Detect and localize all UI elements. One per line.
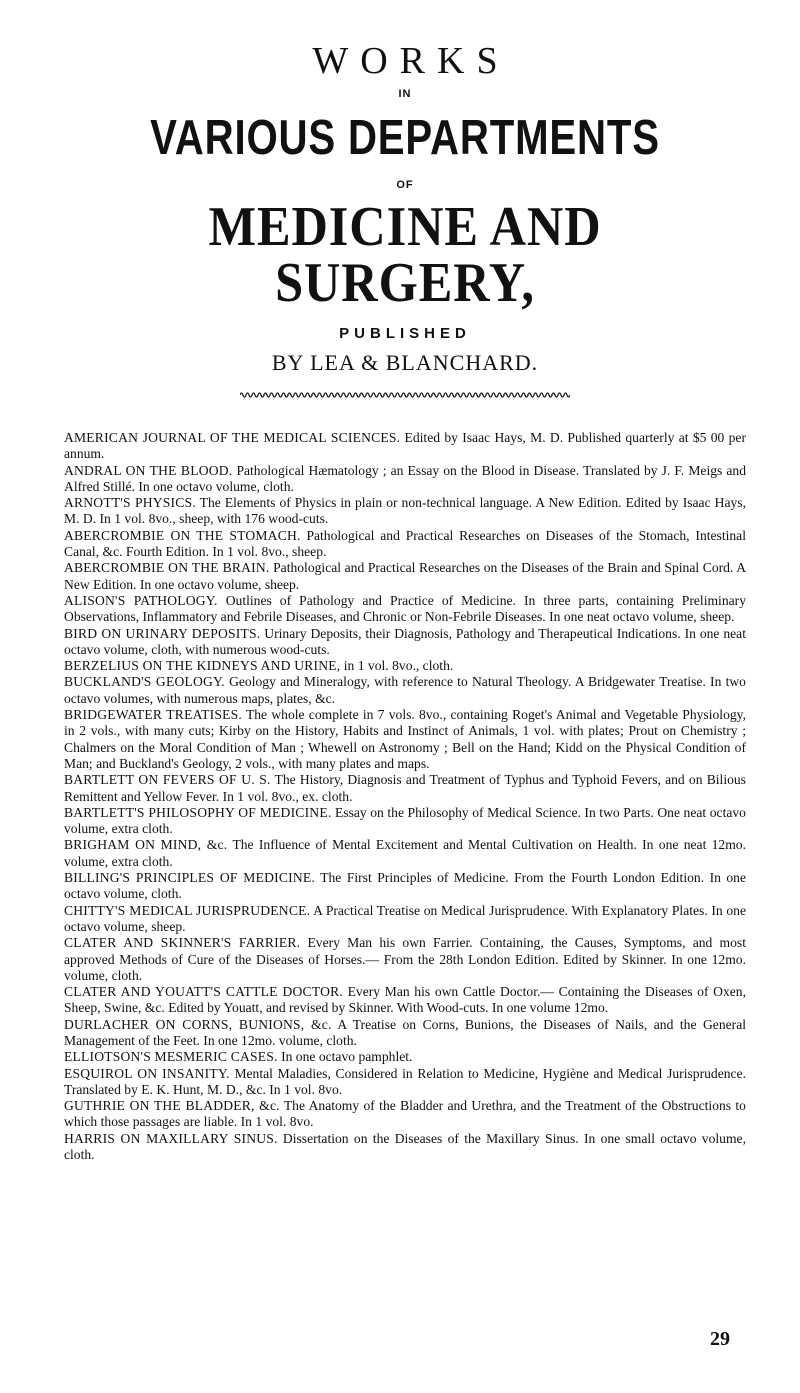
title-works: WORKS xyxy=(312,40,510,82)
book-title: GUTHRIE ON THE BLADDER, &c. xyxy=(64,1098,280,1114)
book-description: The whole complete in 7 vols. 8vo., containing Roget's Animal and Vegetable Physiology, in 2 vols., with many cuts; Kirby on the History, Habits and Instinct of Animals, 1 vol. with plates; Prout on Chemistry ; Chalmers on the Moral Condition of Man ; Whewell on Astronomy ; Bell on the Hand; Kidd on the Physical Condition of Man; and Buckland's Geology, 2 vols., with many plates and maps. xyxy=(64,707,746,771)
book-entry xyxy=(64,430,746,463)
book-entry xyxy=(64,560,746,593)
page-header xyxy=(64,42,746,400)
book-title: ALISON'S PATHOLOGY. xyxy=(64,592,218,608)
book-title: BRIDGEWATER TREATISES. xyxy=(64,707,242,723)
book-entry xyxy=(64,805,746,838)
book-title: BILLING'S PRINCIPLES OF MEDICINE. xyxy=(64,870,315,886)
book-entry xyxy=(64,593,746,626)
book-description: A Treatise on Corns, Bunions, the Diseases of Nails, and the General Management of the Feet. In one 12mo. volume, cloth. xyxy=(64,1016,747,1048)
book-title: ANDRAL ON THE BLOOD. xyxy=(64,462,233,478)
book-description: Pathological Hæmatology ; an Essay on the Blood in Disease. Translated by J. F. Meigs and Alfred Stillé. In one octavo volume, cloth. xyxy=(64,462,746,494)
book-entry xyxy=(64,903,746,936)
book-description: The First Principles of Medicine. From the Fourth London Edition. In one octavo volume, cloth. xyxy=(64,870,747,902)
book-title: BRIGHAM ON MIND, &c. xyxy=(64,837,228,853)
book-description: Mental Maladies, Considered in Relation to Medicine, Hygiène and Medical Jurisprudence. Translated by E. K. Hunt, M. D., &c. In 1 vol. 8vo. xyxy=(64,1065,746,1097)
book-entry xyxy=(64,528,746,561)
book-title: AMERICAN JOURNAL OF THE MEDICAL SCIENCES. xyxy=(64,430,401,445)
book-title: ELLIOTSON'S MESMERIC CASES. xyxy=(64,1049,278,1065)
book-description: Pathological and Practical Researches on the Diseases of the Brain and Spinal Cord. A New Edition. In one octavo volume, sheep. xyxy=(64,560,747,592)
book-entry xyxy=(64,1017,746,1050)
book-description: Essay on the Philosophy of Medical Science. In two Parts. One neat octavo volume, extra cloth. xyxy=(64,804,746,837)
book-title: CLATER AND SKINNER'S FARRIER. xyxy=(64,935,301,951)
book-description: The Influence of Mental Excitement and Mental Cultivation on Health. In one neat 12mo. volume, extra cloth. xyxy=(64,837,747,869)
book-entry xyxy=(64,674,746,707)
book-entry xyxy=(64,1049,746,1065)
book-entry xyxy=(64,1131,746,1164)
book-description: Dissertation on the Diseases of the Maxillary Sinus. In one small octavo volume, cloth. xyxy=(64,1130,746,1163)
book-description: The Elements of Physics in plain or non-technical language. A New Edition. Edited by Isaac Hays, M. D. In 1 vol. 8vo., sheep, with 176 wood-cuts. xyxy=(64,495,746,527)
title-of: OF xyxy=(396,179,414,191)
book-entry xyxy=(64,463,746,496)
book-entry xyxy=(64,772,746,805)
title-various-departments: VARIOUS DEPARTMENTS xyxy=(150,111,660,165)
book-description: The Anatomy of the Bladder and Urethra, and the Treatment of the Obstructions to which those passages are liable. In 1 vol. 8vo. xyxy=(64,1098,746,1130)
title-medicine-and-surgery: MEDICINE AND SURGERY, xyxy=(208,196,602,314)
book-entry xyxy=(64,1098,746,1131)
book-description: Pathological and Practical Researches on Diseases of the Stomach, Intestinal Canal, &c. Fourth Edition. In 1 vol. 8vo., sheep. xyxy=(64,527,746,560)
book-title: CLATER AND YOUATT'S CATTLE DOCTOR. xyxy=(64,984,343,1000)
wavy-rule-ornament xyxy=(240,390,570,400)
book-description: Edited by Isaac Hays, M. D. Published quarterly at $5 00 per annum. xyxy=(64,430,746,462)
book-description: Every Man his own Cattle Doctor.— Containing the Diseases of Oxen, Sheep, Swine, &c. Edited by Youatt, and revised by Skinner. With Wood-cuts. In one volume 12mo. xyxy=(64,984,746,1016)
book-title: BERZELIUS ON THE KIDNEYS AND URINE, xyxy=(64,658,341,674)
title-published: PUBLISHED xyxy=(339,325,471,342)
book-entry xyxy=(64,984,746,1017)
book-title: BUCKLAND'S GEOLOGY. xyxy=(64,674,225,690)
book-entry xyxy=(64,1066,746,1099)
book-description: In one octavo pamphlet. xyxy=(281,1049,413,1065)
book-entry xyxy=(64,658,746,674)
book-description: Geology and Mineralogy, with reference to Natural Theology. A Bridgewater Treatise. In two octavo volumes, with numerous maps, plates, &c. xyxy=(64,674,746,706)
title-publisher: BY LEA & BLANCHARD. xyxy=(271,350,539,375)
page-number: 29 xyxy=(710,1328,730,1350)
book-description: The History, Diagnosis and Treatment of Typhus and Typhoid Fevers, and on Bilious Remittent and Yellow Fever. In 1 vol. 8vo., ex. cloth. xyxy=(64,772,746,804)
book-description: Urinary Deposits, their Diagnosis, Pathology and Therapeutical Indications. In one neat octavo volume, cloth, with numerous wood-cuts. xyxy=(64,625,746,657)
book-title: ABERCROMBIE ON THE STOMACH. xyxy=(64,527,301,543)
book-entry xyxy=(64,707,746,772)
book-title: BARTLETT'S PHILOSOPHY OF MEDICINE. xyxy=(64,804,332,820)
book-title: ARNOTT'S PHYSICS. xyxy=(64,495,196,511)
book-title: BIRD ON URINARY DEPOSITS. xyxy=(64,625,261,641)
book-entry xyxy=(64,870,746,903)
book-description: Every Man his own Farrier. Containing, the Causes, Symptoms, and most approved Methods of Cure of the Diseases of Horses.— From the 28th London Edition. Edited by Skinner. In one 12mo. volume, cloth. xyxy=(64,935,746,983)
book-description: A Practical Treatise on Medical Jurisprudence. With Explanatory Plates. In one octavo volume, sheep. xyxy=(64,902,746,934)
book-list xyxy=(64,430,746,1163)
book-entry xyxy=(64,837,746,870)
book-title: HARRIS ON MAXILLARY SINUS. xyxy=(64,1130,278,1146)
book-title: DURLACHER ON CORNS, BUNIONS, &c. xyxy=(64,1016,332,1032)
book-entry xyxy=(64,495,746,528)
catalogue-page xyxy=(0,42,800,1393)
title-in: IN xyxy=(398,88,412,100)
book-title: BARTLETT ON FEVERS OF U. S. xyxy=(64,772,271,788)
book-description: in 1 vol. 8vo., cloth. xyxy=(343,658,454,674)
book-title: ESQUIROL ON INSANITY. xyxy=(64,1065,230,1081)
book-description: Outlines of Pathology and Practice of Medicine. In three parts, containing Preliminary Observations, Inflammatory and Febrile Diseases, and Chronic or Non-Febrile Diseases. In one neat octavo volume, sheep. xyxy=(64,592,746,625)
book-entry xyxy=(64,626,746,659)
book-title: CHITTY'S MEDICAL JURISPRUDENCE. xyxy=(64,902,311,918)
book-entry xyxy=(64,935,746,984)
book-title: ABERCROMBIE ON THE BRAIN. xyxy=(64,560,270,576)
